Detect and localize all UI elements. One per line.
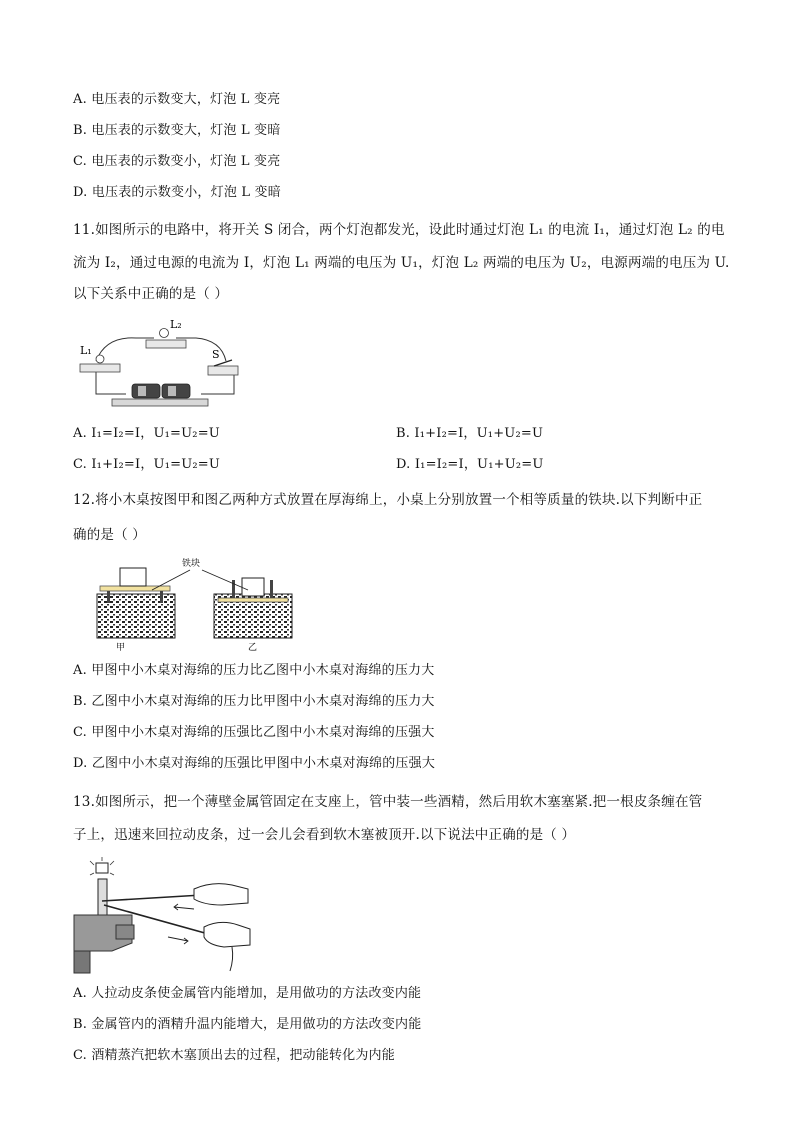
table-top-yi: [218, 598, 288, 602]
battery-holder: [112, 399, 208, 406]
q12-option-d: D. 乙图中小木桌对海绵的压强比甲图中小木桌对海绵的压强大: [73, 756, 436, 771]
q11-option-d: D. I₁=I₂=I，U₁+U₂=U: [396, 457, 544, 472]
table-leg-jia-1: [107, 591, 110, 603]
pointer-arrow-jia: [152, 570, 190, 590]
q12-stem-line1: 12.将小木桌按图甲和图乙两种方式放置在厚海绵上，小桌上分别放置一个相等质量的铁块.以下判断中正: [73, 492, 703, 508]
q13-stem-line2: 子上，迅速来回拉动皮条，过一会儿会看到软木塞被顶开.以下说法中正确的是（ ）: [73, 827, 576, 843]
l2-bulb-icon: [160, 329, 169, 338]
metal-tube: [98, 879, 107, 915]
q12-table-sponge-figure: [92, 556, 312, 652]
q12-option-b: B. 乙图中小木桌对海绵的压力比甲图中小木桌对海绵的压力大: [73, 694, 435, 709]
figure-label-jia: 甲: [116, 643, 126, 652]
q12-option-a: A. 甲图中小木桌对海绵的压力比乙图中小木桌对海绵的压力大: [73, 663, 435, 678]
wire: [96, 338, 154, 361]
l2-label: L₂: [170, 318, 182, 331]
q13-stem-line1: 13.如图所示，把一个薄壁金属管固定在支座上，管中装一些酒精，然后用软木塞塞紧.把一根皮条缠在管: [73, 794, 703, 810]
l1-base: [80, 364, 120, 372]
pointer-arrow-yi: [202, 570, 248, 590]
q11-option-b: B. I₁+I₂=I，U₁+U₂=U: [396, 426, 544, 441]
q11-stem-line2: 流为 I₂，通过电源的电流为 I，灯泡 L₁ 两端的电压为 U₁，灯泡 L₂ 两端的电压为 U₂，电源两端的电压为 U.: [73, 255, 730, 271]
q13-option-b: B. 金属管内的酒精升温内能增大，是用做功的方法改变内能: [73, 1017, 422, 1032]
figure-label-yi: 乙: [248, 643, 258, 652]
rubber-strip-upper: [102, 895, 202, 901]
q11-stem-line3: 以下关系中正确的是（ ）: [73, 286, 229, 302]
lower-hand-icon: [204, 922, 250, 947]
q10-option-d: D. 电压表的示数变小，灯泡 L 变暗: [73, 185, 281, 200]
pull-arrow-right-icon: [168, 937, 188, 944]
cork-icon: [96, 863, 108, 873]
stand-leg: [74, 951, 90, 973]
q10-option-c: C. 电压表的示数变小，灯泡 L 变亮: [73, 154, 281, 169]
l2-base: [146, 340, 186, 348]
battery-highlight-2: [168, 386, 176, 396]
q11-option-a: A. I₁=I₂=I，U₁=U₂=U: [73, 426, 220, 441]
iron-block-yi: [242, 578, 264, 596]
iron-block-jia: [120, 568, 146, 586]
q12-option-c: C. 甲图中小木桌对海绵的压强比乙图中小木桌对海绵的压强大: [73, 725, 435, 740]
q10-option-b: B. 电压表的示数变大，灯泡 L 变暗: [73, 123, 281, 138]
table-leg-yi-1: [232, 580, 235, 598]
q13-metal-tube-figure: [72, 855, 252, 977]
q13-option-a: A. 人拉动皮条使金属管内能增加，是用做功的方法改变内能: [73, 986, 422, 1001]
battery-highlight-1: [138, 386, 146, 396]
wire: [96, 371, 126, 394]
q10-option-a: A. 电压表的示数变大，灯泡 L 变亮: [73, 92, 281, 107]
pull-arrow-left-icon: [174, 904, 194, 910]
stand-clamp: [116, 925, 134, 939]
switch-base: [208, 366, 238, 375]
q11-circuit-figure: [76, 316, 242, 410]
switch-label: S: [212, 348, 220, 361]
l1-bulb-icon: [96, 355, 104, 363]
q11-stem-line1: 11.如图所示的电路中，将开关 S 闭合，两个灯泡都发光，设此时通过灯泡 L₁ 的电流 I₁，通过灯泡 L₂ 的电: [73, 222, 725, 238]
l1-label: L₁: [80, 344, 92, 357]
q11-option-c: C. I₁+I₂=I，U₁=U₂=U: [73, 457, 221, 472]
q12-stem-line2: 确的是（ ）: [73, 527, 146, 543]
strip-tail: [230, 947, 233, 971]
q13-option-c: C. 酒精蒸汽把软木塞顶出去的过程，把动能转化为内能: [73, 1048, 395, 1063]
upper-hand-icon: [194, 884, 248, 905]
table-leg-yi-2: [270, 580, 273, 598]
table-leg-jia-2: [160, 591, 163, 603]
figure-label-iron: 铁块: [182, 559, 201, 569]
table-top-jia: [100, 586, 170, 591]
